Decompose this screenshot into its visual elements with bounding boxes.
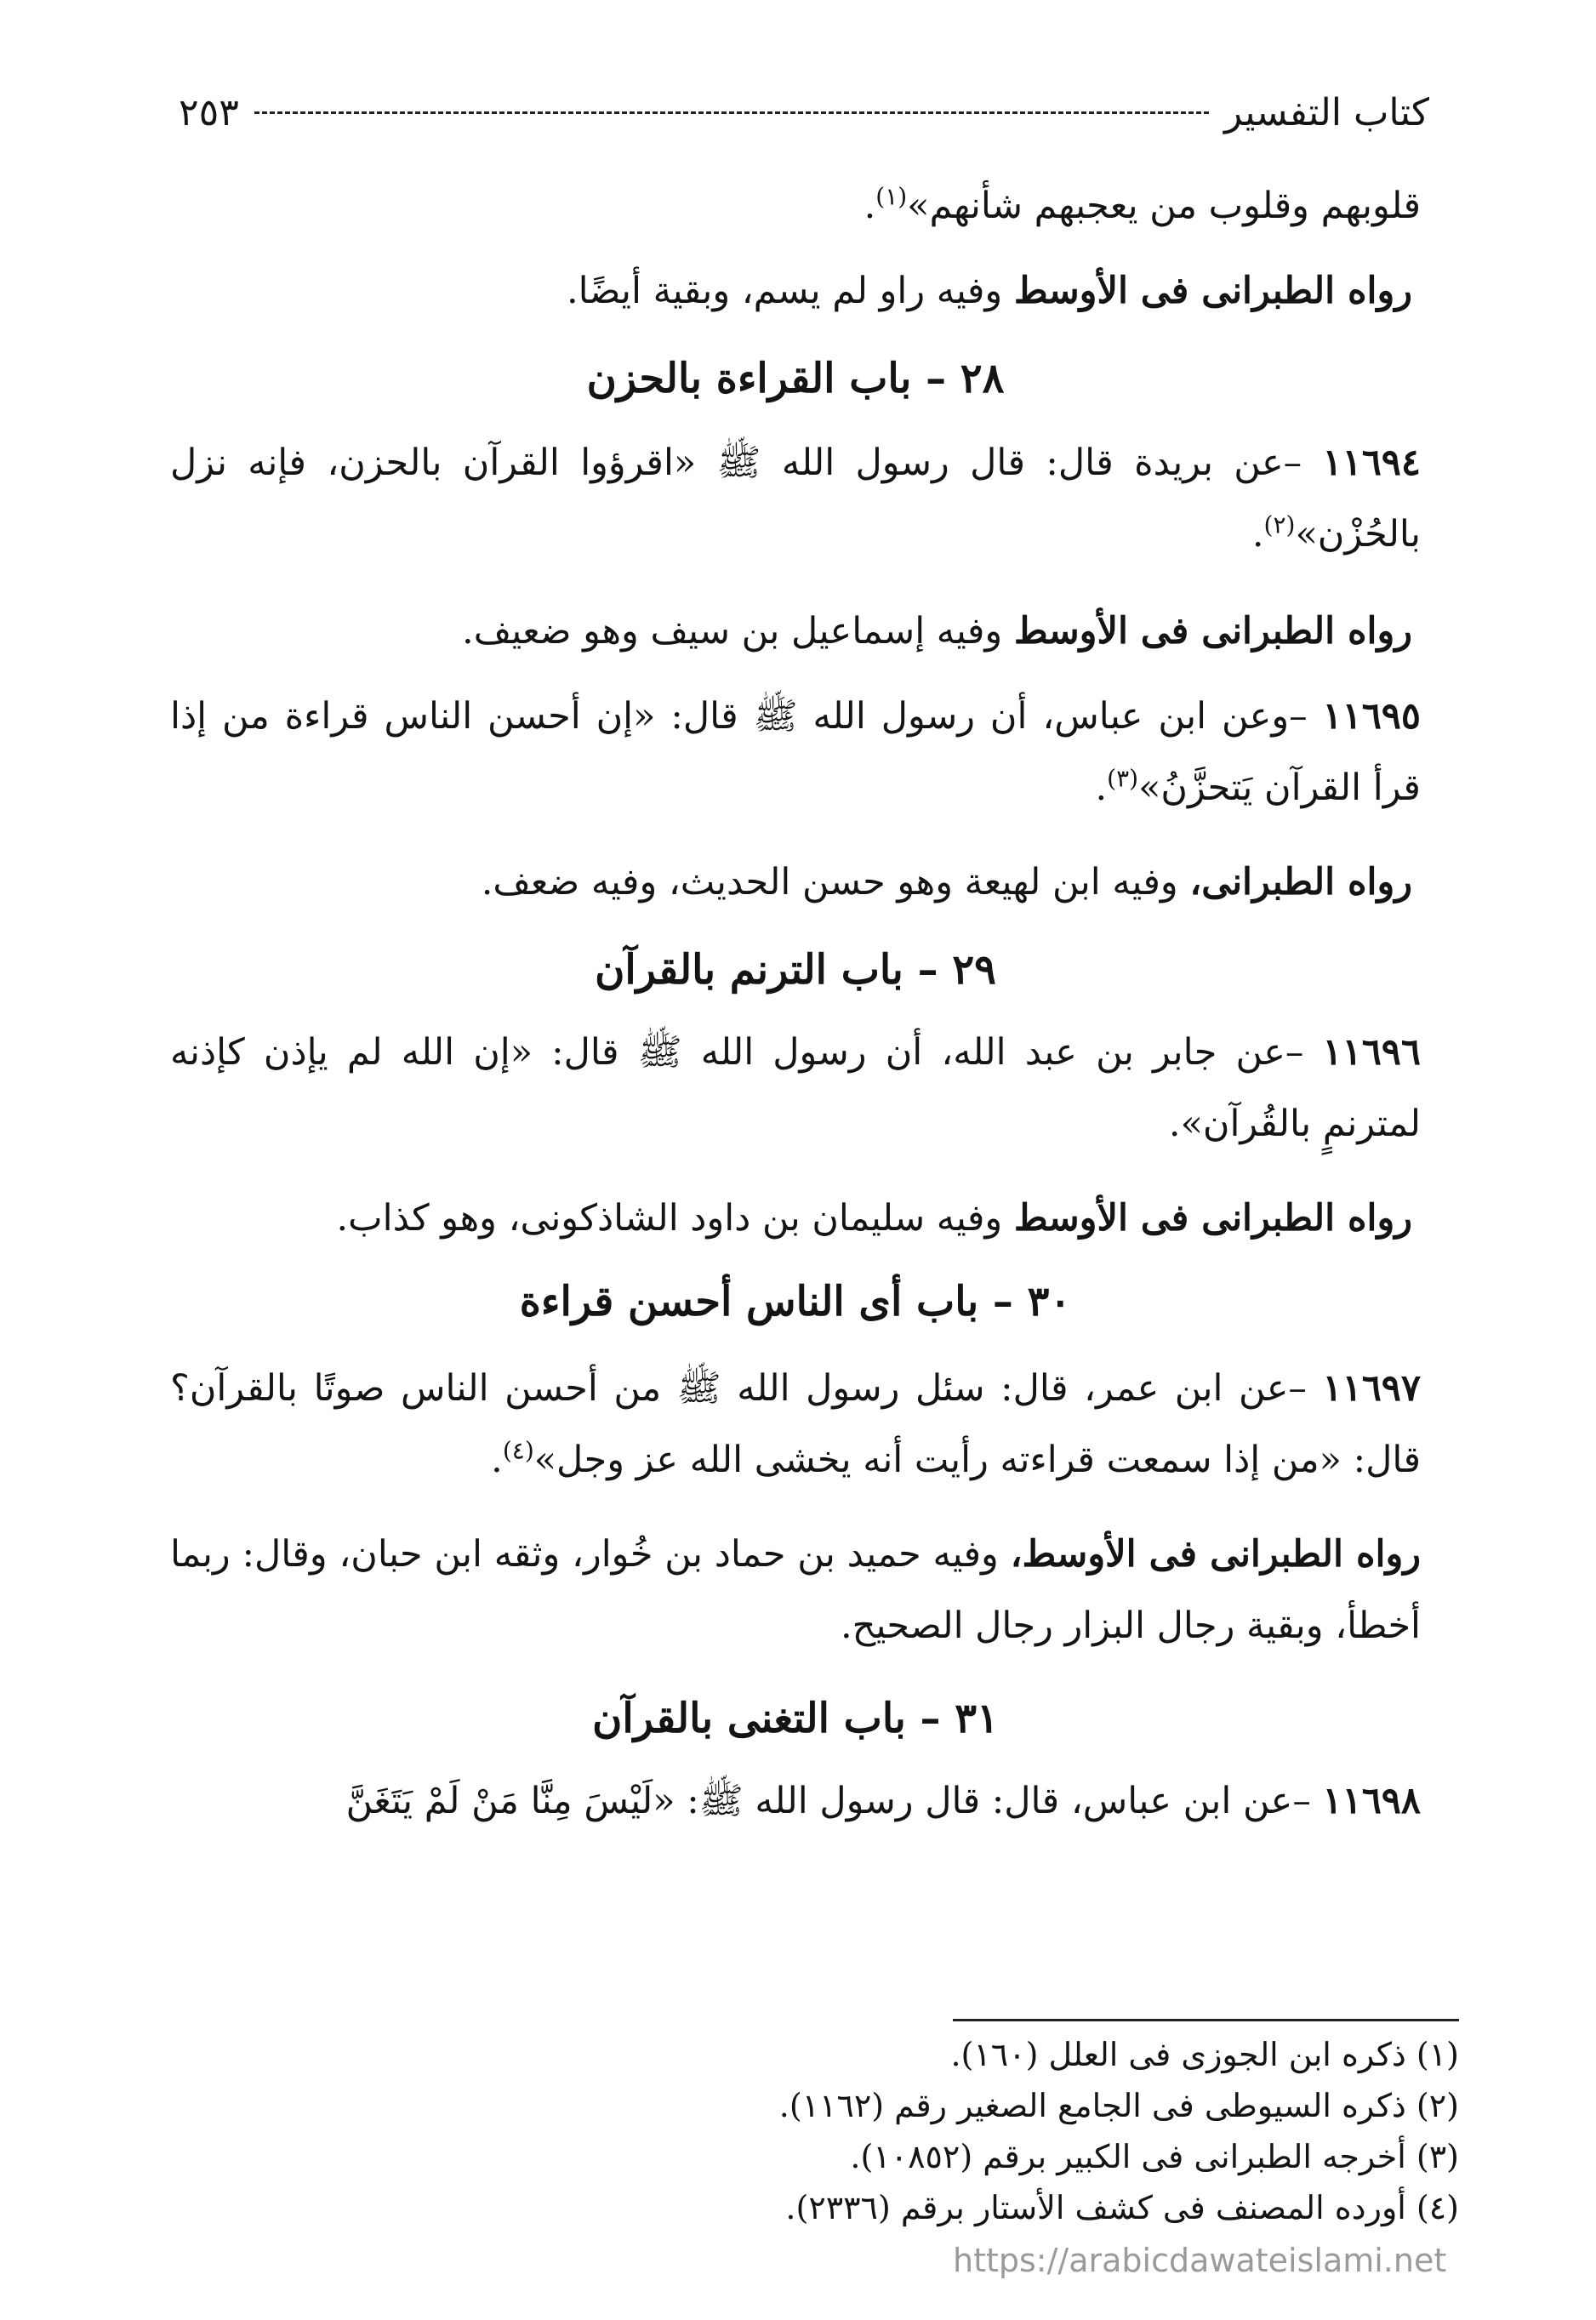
source-rest: وفيه سليمان بن داود الشاذكونى، وهو كذاب.	[336, 1197, 1014, 1240]
header-rule	[254, 111, 1209, 114]
running-header	[179, 78, 1429, 146]
source-note	[255, 596, 1412, 667]
footnote-separator	[953, 2019, 1459, 2021]
hadith-text: –وعن ابن عباس، أن رسول الله ﷺ قال: «إن أحسن الناس قراءة من إذا قرأ القرآن يَتحزَّنُ»	[170, 695, 1421, 809]
page-number: ٢٥٣	[179, 90, 239, 134]
chapter-heading: ٢٩ – باب الترنم بالقرآن	[595, 946, 996, 994]
hadith-number: ١١٦٩٤	[1322, 442, 1421, 484]
source-note	[170, 1519, 1421, 1662]
hadith-number: ١١٦٩٥	[1322, 695, 1421, 738]
source-rest: وفيه ابن لهيعة وهو حسن الحديث، وفيه ضعف.	[481, 861, 1190, 903]
hadith-entry	[170, 1765, 1421, 1837]
footnote-ref: (٢)	[1263, 510, 1296, 539]
source-lead: رواه الطبرانى فى الأوسط	[1013, 270, 1412, 312]
source-rest: وفيه حميد بن حماد بن خُوار، وثقه ابن حبان، وقال: ربما أخطأ، وبقية رجال البزار رجال الصحيح.	[170, 1533, 1421, 1647]
hadith-entry	[170, 1353, 1421, 1496]
source-lead: رواه الطبرانى،	[1189, 861, 1412, 903]
footnote-ref: (٤)	[502, 1436, 534, 1465]
source-rest: وفيه راو لم يسم، وبقية أيضًا.	[566, 270, 1014, 312]
footnote-ref: (٣)	[1107, 764, 1139, 793]
footnote-item: (٤) أورده المصنف فى كشف الأستار برقم (٢٣٣٦).	[785, 2189, 1459, 2226]
footnote-ref: (١)	[875, 182, 908, 211]
text-tail: .	[864, 185, 876, 227]
hadith-number: ١١٦٩٨	[1322, 1780, 1421, 1822]
hadith-number: ١١٦٩٦	[1322, 1031, 1421, 1074]
source-lead: رواه الطبرانى فى الأوسط،	[1010, 1533, 1421, 1576]
chapter-heading: ٢٨ – باب القراءة بالحزن	[586, 355, 1005, 402]
watermark-url: https://arabicdawateislami.net	[953, 2242, 1447, 2279]
hadith-text: –عن ابن عباس، قال: قال رسول الله ﷺ: «لَيْسَ مِنَّا مَنْ لَمْ يَتَغَنَّ	[345, 1780, 1323, 1822]
chapter-heading: ٣٠ – باب أى الناس أحسن قراءة	[519, 1278, 1072, 1325]
hadith-text: –عن جابر بن عبد الله، أن رسول الله ﷺ قال: «إن الله لم يإذن كإذنه لمترنمٍ بالقُرآن».	[170, 1031, 1421, 1145]
chapter-heading: ٣١ – باب التغنى بالقرآن	[592, 1695, 999, 1742]
text-tail: .	[491, 1439, 503, 1481]
hadith-entry	[170, 427, 1421, 570]
footnote-item: (٣) أخرجه الطبرانى فى الكبير برقم (١٠٨٥٢).	[850, 2138, 1459, 2175]
hadith-number: ١١٦٩٧	[1322, 1367, 1421, 1410]
source-lead: رواه الطبرانى فى الأوسط	[1013, 610, 1412, 653]
book-title: كتاب التفسير	[1223, 90, 1429, 134]
footnote-item: (١) ذكره ابن الجوزى فى العلل (١٦٠).	[950, 2036, 1459, 2073]
text-tail: .	[1095, 767, 1108, 809]
source-note	[255, 255, 1412, 327]
hadith-text: –عن ابن عمر، قال: سئل رسول الله ﷺ من أحسن الناس صوتًا بالقرآن؟ قال: «من إذا سمعت قراءته رأيت أنه يخشى الله عز وجل»	[170, 1367, 1421, 1481]
hadith-text: –عن بريدة قال: قال رسول الله ﷺ «اقرؤوا القرآن بالحزن، فإنه نزل بالحُزْن»	[170, 442, 1421, 556]
source-rest: وفيه إسماعيل بن سيف وهو ضعيف.	[462, 610, 1014, 653]
text-tail: .	[1251, 513, 1264, 556]
continuation-text	[170, 170, 1421, 242]
hadith-entry	[170, 1017, 1421, 1160]
text-run: قلوبهم وقلوب من يعجبهم شأنهم»	[907, 185, 1421, 227]
source-note	[255, 1183, 1412, 1254]
footnote-item: (٢) ذكره السيوطى فى الجامع الصغير رقم (١١٦٢).	[778, 2087, 1459, 2124]
source-lead: رواه الطبرانى فى الأوسط	[1013, 1197, 1412, 1240]
hadith-entry	[170, 681, 1421, 824]
source-note	[255, 846, 1412, 918]
